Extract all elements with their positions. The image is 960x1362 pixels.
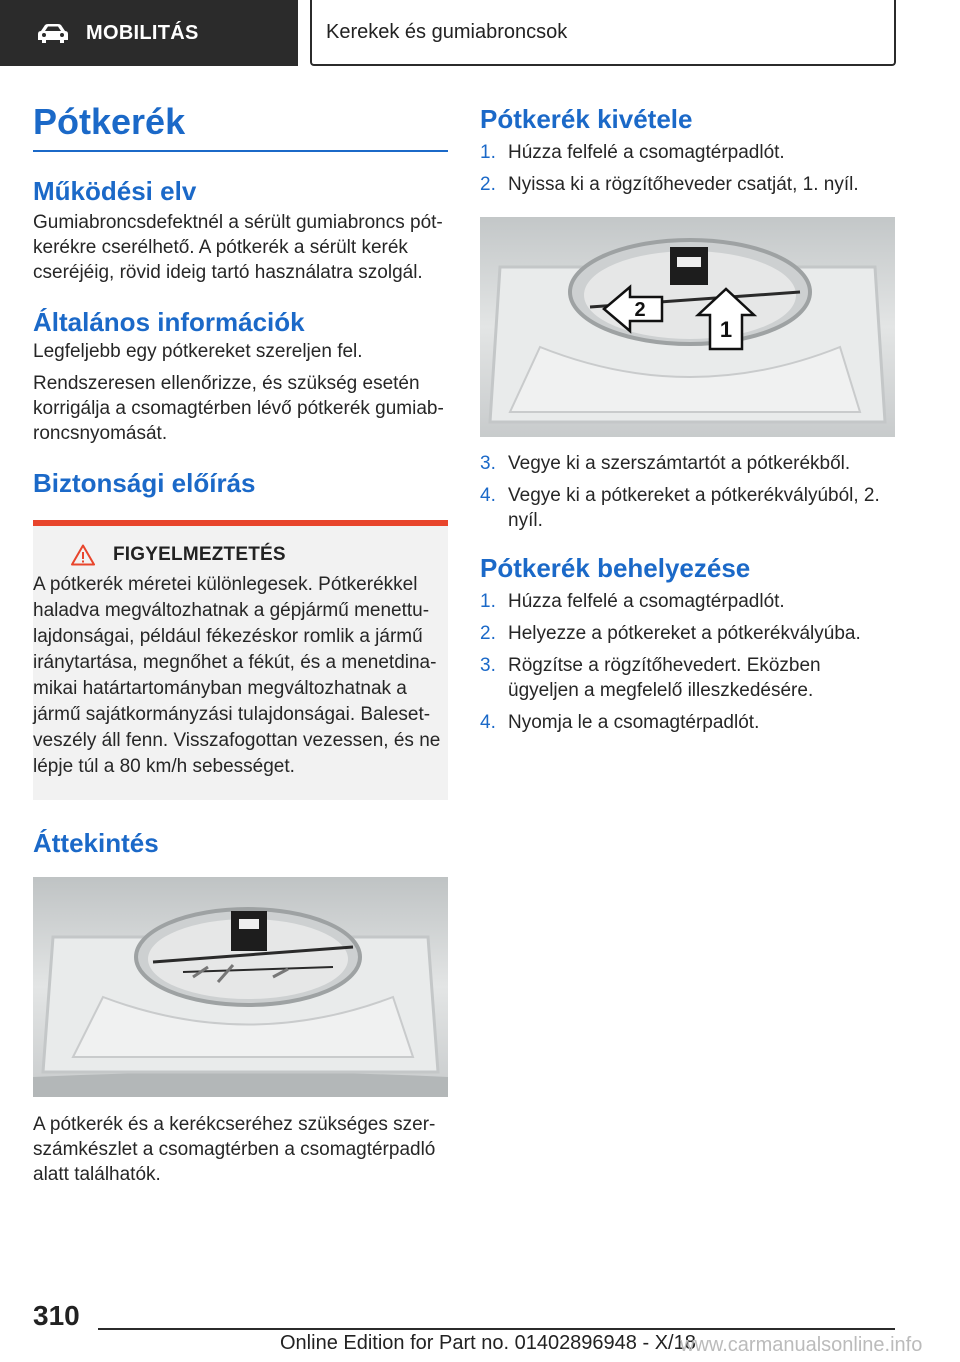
warning-text: A pótkerék méretei különlegesek. Pótkerékkel haladva megváltozhatnak a gépjármű menettu-lajdonságai, például fékezéskor romlik a jármű iránytartása, megnőhet a fékút, és a menetdina-mikai határtartományban megváltozhatnak a jármű sajátkormányzási tulajdonságai. Baleset-veszély áll fenn. Visszafogottan vezessen, és ne lépje túl a 80 km/h sebességet. (33, 574, 441, 777)
step-text: Nyomja le a csomagtérpadlót. (508, 712, 760, 733)
general-heading: Általános információk (33, 307, 305, 337)
header-bar (0, 0, 960, 66)
step-number: 4. (480, 485, 496, 506)
list-item (480, 140, 895, 165)
removal-steps-a (480, 140, 895, 197)
list-item (480, 653, 895, 703)
title-rule (33, 150, 448, 152)
warning-triangle-icon (71, 544, 95, 566)
principle-heading: Működési elv (33, 176, 197, 206)
removal-steps-b (480, 451, 895, 533)
step-number: 4. (480, 712, 496, 733)
general-text-1: Legfeljebb egy pótkereket szereljen fel. (33, 341, 363, 362)
step-number: 3. (480, 453, 496, 474)
step-text: Nyissa ki a rögzítőheveder csatját, 1. nyíl. (508, 174, 859, 195)
safety-heading: Biztonsági előírás (33, 468, 256, 498)
insert-heading: Pótkerék behelyezése (480, 553, 751, 583)
warning-block (33, 520, 448, 800)
step-number: 2. (480, 174, 496, 195)
arrow-2-label: 2 (634, 299, 646, 321)
section-tab[interactable] (0, 0, 298, 66)
step-number: 2. (480, 623, 496, 644)
arrow-1-label: 1 (719, 317, 733, 342)
general-text-2: Rendszeresen ellenőrizze, és szükség esetén korrigálja a csomagtérben lévő pótkerék gumiab-roncsnyomását. (33, 373, 444, 444)
edition-text: Online Edition for Part no. 01402896948 - X/18 (280, 1332, 696, 1354)
step-text: Húzza felfelé a csomagtérpadlót. (508, 591, 785, 612)
step-text: Vegye ki a szerszámtartót a pótkerékből. (508, 453, 851, 474)
list-item (480, 589, 895, 614)
list-item (480, 710, 895, 735)
overview-caption: A pótkerék és a kerékcseréhez szükséges szer-számkészlet a csomagtérben a csomagtérpadló alatt találhatók. (33, 1114, 436, 1185)
list-item (480, 172, 895, 197)
chapter-tab[interactable] (310, 0, 896, 66)
overview-figure (33, 877, 448, 1097)
chapter-label: Kerekek és gumiabroncsok (326, 20, 568, 43)
step-number: 1. (480, 142, 496, 163)
car-icon (36, 22, 70, 44)
removal-figure (480, 217, 895, 437)
warning-title: FIGYELMEZTETÉS (113, 544, 286, 565)
watermark-text: www.carmanualsonline.info (680, 1334, 923, 1356)
step-text: Helyezze a pótkereket a pótkerékvályúba. (508, 623, 861, 644)
list-item (480, 451, 895, 476)
step-text: Vegye ki a pótkereket a pótkerékvályúból, 2. nyíl. (508, 485, 880, 531)
left-column (33, 98, 448, 1187)
page-number: 310 (33, 1300, 80, 1331)
step-text: Rögzítse a rögzítőhevedert. Eközben ügyeljen a megfelelő illeszkedésére. (508, 655, 821, 701)
step-text: Húzza felfelé a csomagtérpadlót. (508, 142, 785, 163)
page-title: Pótkerék (33, 101, 186, 142)
principle-text: Gumiabroncsdefektnél a sérült gumiabroncs pót-kerékre cserélhető. A pótkerék a sérült kerék cseréjéig, rövid ideig tartó használatra szolgál. (33, 212, 443, 283)
insert-steps (480, 589, 895, 735)
footer-rule (98, 1328, 895, 1330)
step-number: 3. (480, 655, 496, 676)
list-item (480, 483, 895, 533)
removal-heading: Pótkerék kivétele (480, 104, 693, 134)
overview-heading: Áttekintés (33, 828, 159, 858)
step-number: 1. (480, 591, 496, 612)
right-column (480, 98, 895, 735)
section-label: MOBILITÁS (86, 21, 199, 44)
warning-box (33, 526, 448, 800)
list-item (480, 621, 895, 646)
warning-header (71, 544, 448, 566)
